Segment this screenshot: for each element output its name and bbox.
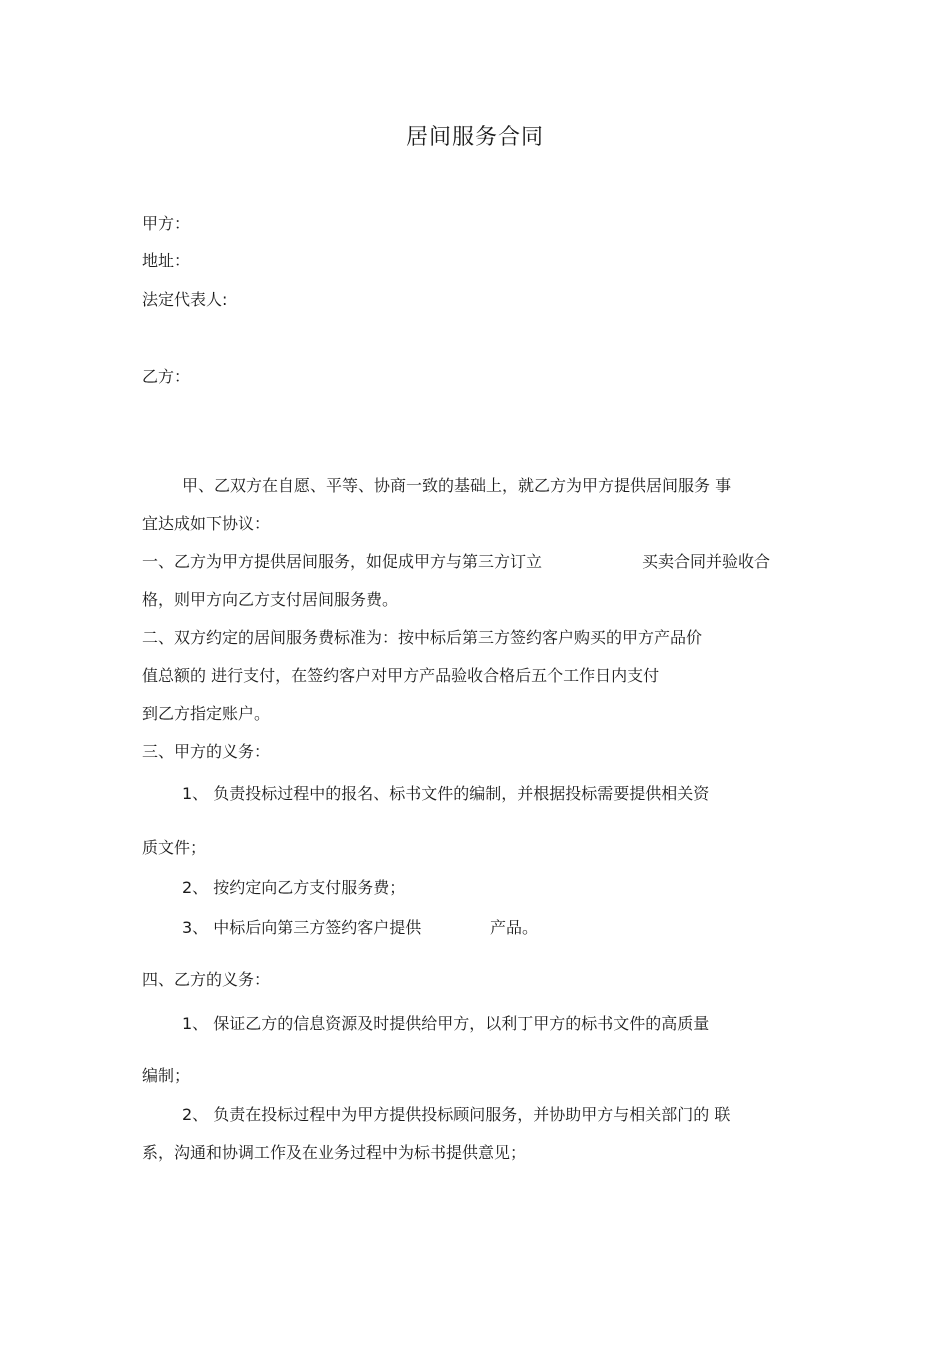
clause-3-heading: 三、甲方的义务： — [142, 742, 271, 761]
clause-4-item-2-line-1: 2、 负责在投标过程中为甲方提供投标顾问服务，并协助甲方与相关部门的 联 — [182, 1105, 731, 1124]
intro-line-1: 甲、乙双方在自愿、平等、协商一致的基础上，就乙方为甲方提供居间服务 事 — [182, 476, 732, 495]
clause-2-line-1: 二、双方约定的居间服务费标准为：按中标后第三方签约客户购买的甲方产品价 — [142, 628, 703, 647]
clause-3-item-3a: 3、 中标后向第三方签约客户提供 — [182, 918, 422, 937]
clause-4-item-1-line-1: 1、 保证乙方的信息资源及时提供给甲方，以利丁甲方的标书文件的高质量 — [182, 1014, 710, 1033]
clause-3-item-3b: 产品。 — [490, 918, 539, 937]
clause-3-item-1-line-2: 质文件； — [142, 838, 207, 857]
clause-1-line-2: 格，则甲方向乙方支付居间服务费。 — [142, 590, 399, 609]
party-a-label: 甲方： — [142, 214, 191, 233]
party-a-legal-rep-label: 法定代表人: — [142, 290, 228, 309]
party-a-address-label: 地址： — [142, 251, 191, 270]
clause-2-line-2: 值总额的 进行支付，在签约客户对甲方产品验收合格后五个工作日内支付 — [142, 666, 660, 685]
clause-2-line-3: 到乙方指定账户。 — [142, 704, 271, 723]
clause-3-item-1-line-1: 1、 负责投标过程中的报名、标书文件的编制，并根据投标需要提供相关资 — [182, 784, 710, 803]
party-b-label: 乙方： — [142, 367, 191, 386]
clause-4-item-1-line-2: 编制； — [142, 1066, 191, 1085]
intro-line-2: 宜达成如下协议： — [142, 514, 271, 533]
document-title: 居间服务合同 — [405, 125, 544, 150]
clause-1-line-1b: 买卖合同并验收合 — [642, 552, 771, 571]
clause-4-heading: 四、乙方的义务： — [142, 970, 271, 989]
clause-3-item-2: 2、 按约定向乙方支付服务费； — [182, 878, 406, 897]
clause-4-item-2-line-2: 系，沟通和协调工作及在业务过程中为标书提供意见； — [142, 1143, 527, 1162]
clause-1-line-1a: 一、乙方为甲方提供居间服务，如促成甲方与第三方订立 — [142, 552, 543, 571]
